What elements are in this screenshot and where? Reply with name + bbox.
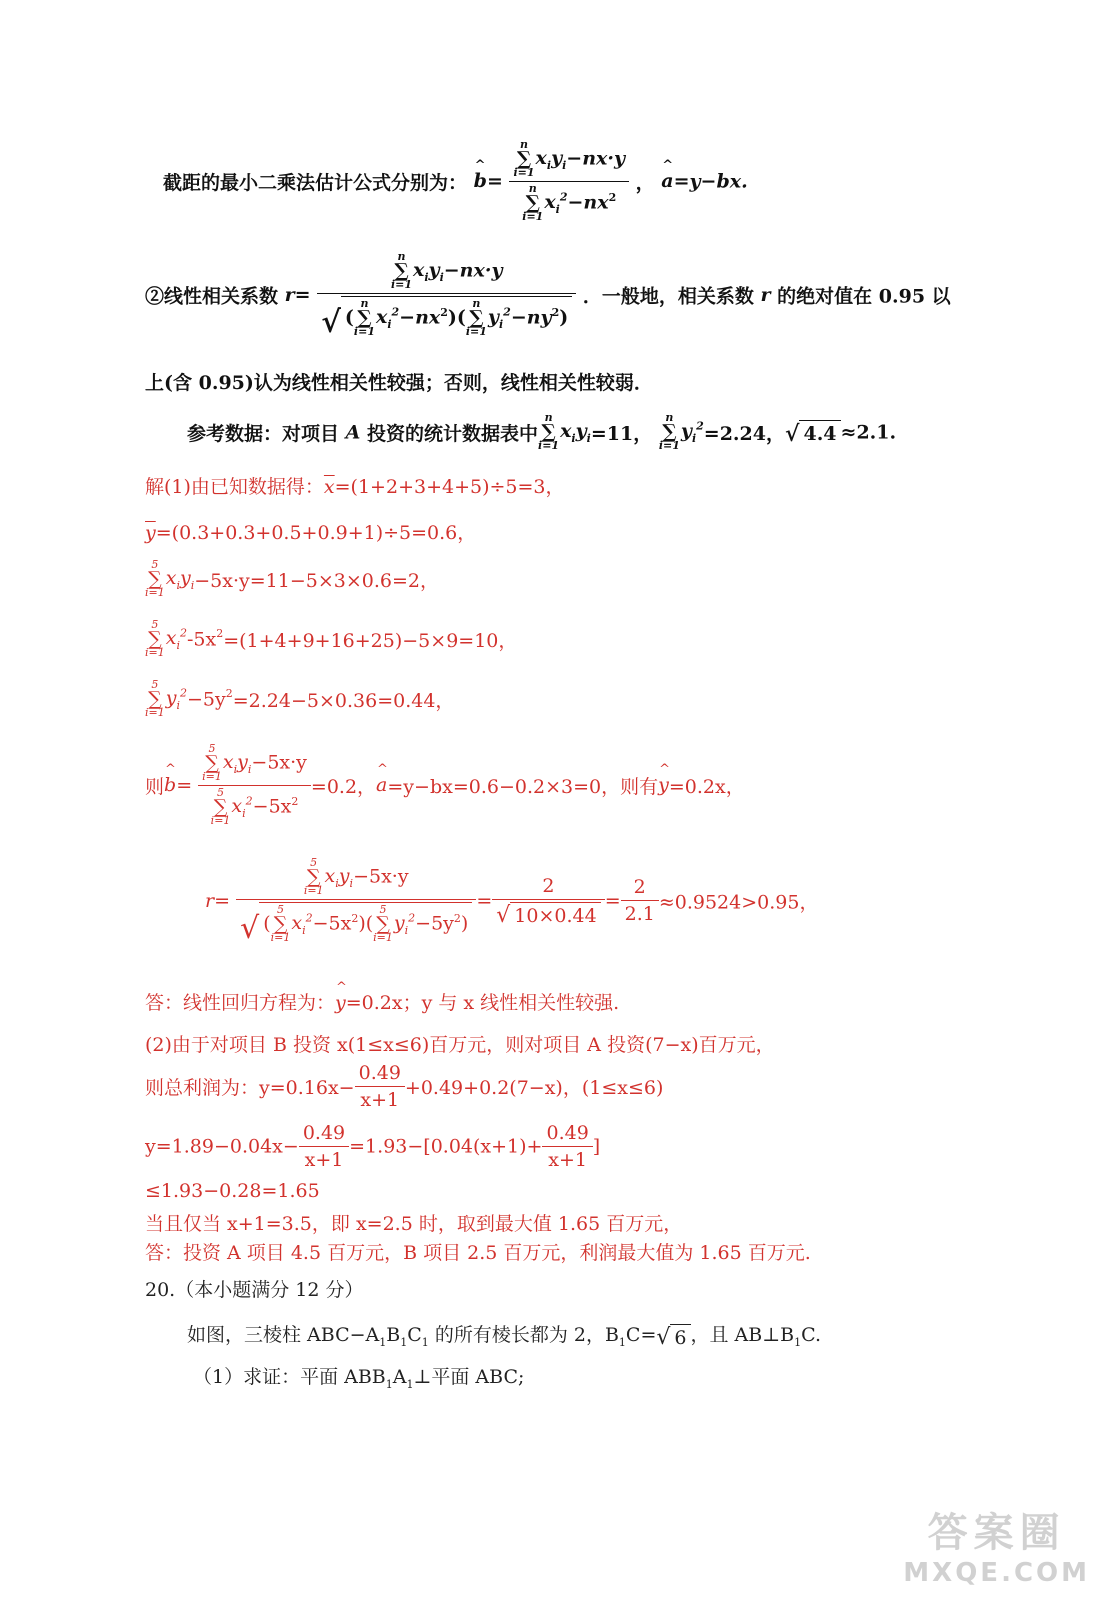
reference-data-line: 参考数据：对项目 A 投资的统计数据表中 n ∑ i=1 $x_iy_i=11$， n ∑ i=1 $y_i^2=2.24$，√ 4.4 ≈2.1. — [187, 411, 897, 453]
watermark-line1: 答案圈 — [927, 1510, 1066, 1556]
sum-y2-value: =2.24， — [703, 422, 785, 445]
comma: ， — [635, 171, 655, 194]
correlation-intro: ②线性相关系数 — [145, 285, 279, 308]
formula-intro-text: 截距的最小二乘法估计公式分别为： — [163, 171, 468, 194]
correlation-note: ．一般地，相关系数 — [582, 285, 754, 308]
sqrt-approx: ≈2.1. — [840, 421, 897, 444]
equals-sign: = — [294, 283, 311, 306]
sum-symbol: n ∑ i=1 — [513, 138, 535, 180]
solution-step-5: 5 ∑ i=1 $y_i^2-5y^2=2.24-5\times 0.36=0.44$， — [145, 678, 455, 720]
solution-answer-2: 答：投资 A 项目 4.5 百万元，B 项目 2.5 百万元，利润最大值为 1.65 百万元. — [145, 1242, 811, 1264]
solution-profit-rewrite: y=1.89−0.04x− $\frac{0.49}{x+1}$ =1.93−[0.04(x+1)+ $\frac{0.49}{x+1}$ ] — [145, 1122, 601, 1171]
reference-data-label: 参考数据：对项目 — [187, 422, 340, 445]
solution-step-1: 解(1)由已知数据得：$\overline{x}=(1+2+3+4+5)\div 5=3$， — [145, 476, 565, 498]
formula-line-b-hat — [163, 140, 748, 223]
watermark-line2: MXQE.COM — [903, 1558, 1090, 1588]
r-symbol: r — [760, 283, 771, 306]
r-fraction: n ∑ i=1 $x_iy_i-nx\cdot y$ √ ( n ∑ i=1 $x_i^2-nx^2$)( n ∑ i=1 $y_i^2-ny^2$) — [317, 252, 576, 338]
b-hat-fraction: n ∑ i=1 $x_iy_i-nx\cdot y$ n ∑ i=1 $x_i^2-nx^2$ — [509, 140, 629, 223]
problem-20-header: 20.（本小题满分 12 分） — [145, 1279, 364, 1301]
reference-data-mid: 投资的统计数据表中 — [367, 422, 539, 445]
r-symbol: r — [284, 283, 295, 306]
watermark-logo — [903, 1501, 1090, 1588]
solution-step-2: $\overline{y}=(0.3+0.3+0.5+0.9+1)\div 5=0.6$， — [145, 522, 477, 544]
sum-xy-value: =11， — [590, 422, 653, 445]
problem-20-stem: 如图，三棱柱 $ABC-A_1B_1C_1$ 的所有棱长都为 2，$B_1C=√$ 6 ，且 $AB\perp B_1C$. — [187, 1324, 821, 1350]
sum-symbol: n ∑ i=1 — [522, 181, 544, 224]
equals-sign: = — [486, 170, 503, 193]
solution-equality-condition: 当且仅当 x+1=3.5，即 x=2.5 时，取到最大值 1.65 百万元， — [145, 1213, 683, 1235]
correlation-threshold-text: 上(含 0.95)认为线性相关性较强；否则，线性相关性较弱． — [145, 372, 653, 394]
solution-profit-function: 则总利润为：y=0.16x− $\frac{0.49}{x+1}$ +0.49+0.2(7−x)，(1≤x≤6) — [145, 1062, 664, 1111]
correlation-note-tail: 的绝对值在 0.95 以 — [777, 285, 951, 308]
problem-20-question-1: （1）求证：平面 $ABB_1A_1\perp$平面 ABC; — [193, 1366, 525, 1391]
a-hat-formula: =y−bx. — [673, 170, 748, 193]
solution-inequality: ≤1.93−0.28=1.65 — [145, 1180, 320, 1202]
sqrt-value: 4.4 — [799, 420, 840, 445]
solution-part-2-intro: (2)由于对项目 B 投资 x(1≤x≤6)百万元，则对项目 A 投资(7−x)百万元， — [145, 1034, 775, 1056]
solution-step-3: 5 ∑ i=1 $x_iy_i-5x\cdot y=11-5\times 3\times 0.6=2$， — [145, 558, 440, 600]
formula-line-r — [145, 252, 951, 338]
solution-step-7: r= 5 ∑ i=1 $x_iy_i-5x\cdot y$ √ ( 5 ∑ i=1 $x_i^2-5x^2$)( 5 ∑ i=1 $y_i^2-5y^2$) = $\frac{2}{√ 10\times 0.44}$ = $\frac{2}{2.1}$ ≈0.9524>0.95， — [205, 856, 819, 946]
b-hat-symbol: ^ b — [474, 170, 487, 192]
a-hat-symbol: ^ a — [661, 170, 673, 192]
project-a: A — [345, 421, 361, 444]
solution-step-4: 5 ∑ i=1 $x_i^2-5x^2=(1+4+9+16+25)-5\times 9=10$， — [145, 618, 518, 660]
solution-answer-1: 答：线性回归方程为：^ y=0.2x；y 与 x 线性相关性较强. — [145, 988, 619, 1015]
solution-step-6: 则^ b= 5 ∑ i=1 $x_iy_i-5x\cdot y$ 5 ∑ i=1 $x_i^2-5x^2$ =0.2，^ a=y−bx=0.6−0.2×3=0，则有^ y=0.2x， — [145, 744, 745, 827]
